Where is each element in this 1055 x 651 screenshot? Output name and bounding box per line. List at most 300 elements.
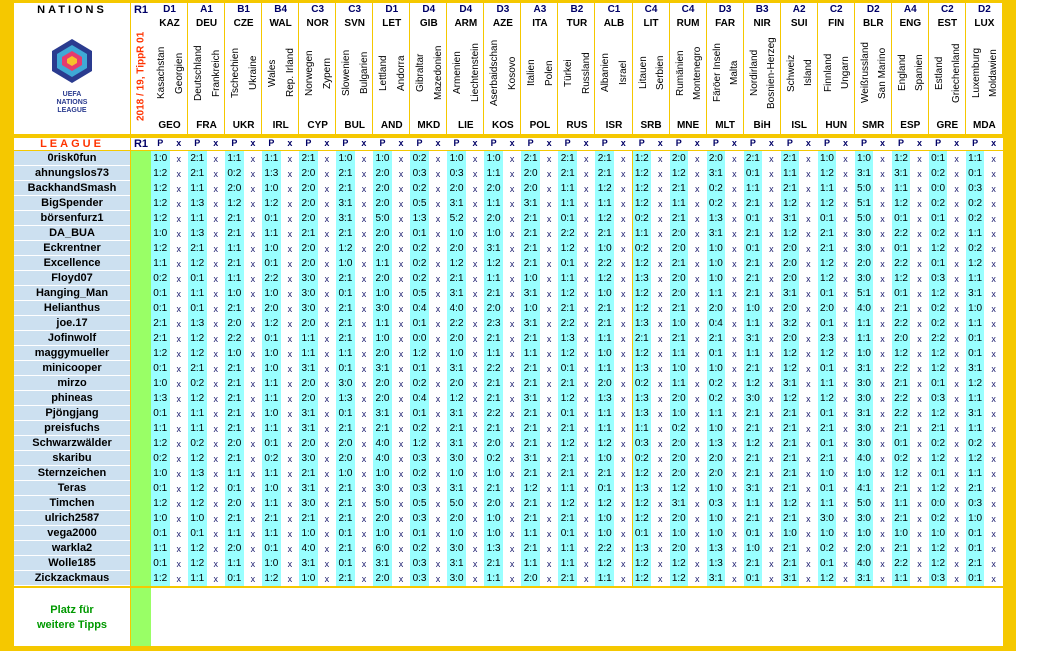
tip-score: 1:3 [634,363,649,374]
tip-score: 1:0 [597,528,612,539]
home-code: ITA [532,18,548,29]
tip-score: 0:1 [968,573,983,584]
tip-score: 5:2 [449,213,464,224]
tip-score: 1:2 [820,573,834,584]
group-label: C2 [829,4,843,15]
tip-x: x [620,379,626,389]
group-label: A2 [792,4,806,15]
tip-x: x [806,289,811,299]
tip-x: x [472,274,478,284]
tip-x: x [806,274,811,284]
tip-score: 2:1 [523,333,538,344]
tip-score: 0:2 [412,183,427,194]
tip-score: 0:2 [412,243,427,254]
tip-x: x [843,244,848,254]
tip-x: x [917,154,922,164]
group-label: C3 [348,4,362,15]
away-name: Liechtenstein [469,43,481,103]
tip-score: 2:1 [708,333,723,344]
tip-score: 1:1 [264,498,279,509]
tip-x: x [546,469,552,479]
tip-score: 0:2 [227,168,242,179]
tip-x: x [213,244,219,254]
tip-x: x [991,214,996,224]
tip-score: 1:1 [190,573,205,584]
home-code: ARM [454,18,478,29]
tip-x: x [954,469,959,479]
tip-score: 1:1 [264,423,279,434]
tip-x: x [176,229,181,239]
tip-x: x [324,544,330,554]
tip-score: 0:1 [820,363,834,374]
away-name: Mazedonien [432,45,444,101]
tip-score: 1:3 [708,213,723,224]
tip-x: x [435,499,441,509]
tip-score: 2:0 [449,378,464,389]
tip-score: 2:0 [301,213,316,224]
tip-x: x [472,574,478,584]
tip-x: x [769,469,774,479]
tip-score: 1:1 [560,483,575,494]
tip-score: 2:1 [486,333,501,344]
footer-line2: weitere Tipps [36,619,108,631]
tip-score: 0:1 [968,333,983,344]
away-code: MNE [676,120,700,131]
tip-x: x [361,454,367,464]
home-name: England [896,54,908,92]
group-label: B4 [274,4,288,15]
tip-score: 2:0 [671,153,686,164]
home-code: EST [937,18,958,29]
tip-score: 2:0 [375,168,390,179]
group-label: A4 [903,4,917,15]
tip-score: 1:0 [153,468,168,479]
player-name: Excellence [14,256,130,271]
tip-score: 2:1 [153,318,168,329]
tip-score: 1:1 [153,543,168,554]
tip-score: 2:1 [968,483,983,494]
p-label: P [490,138,497,148]
tip-score: 2:1 [782,483,797,494]
tip-score: 2:1 [560,378,575,389]
tip-x: x [398,199,404,209]
tip-x: x [546,514,552,524]
tip-score: 0:2 [968,243,983,254]
x-label: x [583,138,589,148]
home-name: Gibraltar [415,53,427,93]
tip-x: x [917,529,922,539]
tip-score: 2:1 [820,228,834,239]
tip-x: x [583,274,589,284]
tip-x: x [287,484,293,494]
tip-x: x [176,184,181,194]
x-label: x [435,138,441,148]
tip-x: x [620,454,626,464]
tip-score: 1:2 [449,258,464,269]
tip-x: x [213,334,219,344]
tip-x: x [398,349,404,359]
tip-x: x [361,259,367,269]
tip-score: 1:0 [708,258,723,269]
tip-x: x [472,289,478,299]
tip-x: x [324,409,330,419]
tip-score: 2:0 [708,153,723,164]
tip-x: x [583,199,589,209]
tip-score: 0:1 [153,363,168,374]
tip-x: x [287,379,293,389]
tip-score: 3:1 [708,573,723,584]
group-label: B1 [237,4,250,15]
tip-x: x [806,544,811,554]
tip-x: x [361,574,367,584]
away-code: MDA [973,120,996,131]
tip-score: 2:1 [227,258,242,269]
tip-score: 1:1 [264,228,279,239]
tip-x: x [435,274,441,284]
tip-score: 3:1 [968,408,983,419]
tip-x: x [806,349,811,359]
tip-x: x [546,439,552,449]
tip-score: 2:1 [820,453,834,464]
tip-x: x [176,454,181,464]
tip-x: x [435,154,441,164]
tip-x: x [435,409,441,419]
tip-x: x [917,379,922,389]
tip-score: 1:1 [301,348,316,359]
group-label: D1 [163,4,176,15]
tip-score: 3:1 [449,408,464,419]
tip-score: 3:0 [301,498,316,509]
tip-x: x [695,409,700,419]
tip-score: 2:1 [745,198,760,209]
tip-score: 2:1 [671,258,686,269]
tip-x: x [213,184,219,194]
tip-x: x [658,544,663,554]
tip-x: x [695,574,700,584]
tip-x: x [213,154,219,164]
tip-x: x [620,304,626,314]
tip-score: 3:1 [301,408,316,419]
tip-score: 2:1 [745,288,760,299]
tip-score: 3:1 [782,378,797,389]
tip-x: x [769,394,774,404]
tip-x: x [250,184,256,194]
tip-score: 2:0 [486,183,501,194]
tip-x: x [843,394,848,404]
p-label: P [157,138,164,148]
tip-x: x [176,334,181,344]
tip-x: x [991,154,996,164]
tip-x: x [732,529,737,539]
tip-x: x [398,214,404,224]
tip-x: x [324,169,330,179]
tip-score: 2:2 [931,333,946,344]
tip-score: 1:2 [153,183,168,194]
tip-x: x [695,529,700,539]
tip-score: 1:2 [782,198,797,209]
home-code: TUR [566,18,588,29]
tip-score: 1:2 [820,273,834,284]
tip-score: 1:1 [820,378,834,389]
tip-x: x [176,349,181,359]
tip-x: x [472,229,478,239]
tip-x: x [843,574,848,584]
x-label: x [842,138,848,148]
round-label-top: R1 [131,3,151,18]
tip-score: 1:2 [931,558,946,569]
tip-x: x [324,529,330,539]
tip-score: 0:2 [153,453,168,464]
tip-score: 2:2 [894,258,908,269]
tip-score: 1:2 [597,273,612,284]
tip-score: 2:0 [449,513,464,524]
tip-score: 0:5 [412,288,427,299]
home-code: LIT [643,18,659,29]
group-label: D3 [718,4,732,15]
tip-x: x [472,469,478,479]
tip-x: x [917,184,922,194]
tip-score: 2:1 [338,183,353,194]
tip-x: x [472,244,478,254]
tip-score: 2:0 [375,198,390,209]
tip-score: 2:1 [745,423,760,434]
tip-score: 4:0 [857,453,871,464]
tip-x: x [435,544,441,554]
tip-x: x [361,154,367,164]
tip-x: x [176,439,181,449]
home-name: Finnland [822,53,834,93]
tip-x: x [880,244,885,254]
tip-score: 1:1 [338,348,353,359]
away-name: Frankreich [210,49,222,97]
tip-score: 2:1 [338,168,353,179]
tip-score: 1:2 [782,393,797,404]
player-name: BackhandSmash [14,181,130,196]
tip-x: x [398,529,404,539]
tip-score: 1:0 [597,348,612,359]
tip-x: x [806,244,811,254]
tip-x: x [435,289,441,299]
tip-score: 1:1 [190,213,205,224]
away-name: Serbien [654,55,666,91]
tip-score: 1:2 [338,243,353,254]
tip-score: 2:1 [782,543,797,554]
tip-x: x [917,439,922,449]
tip-x: x [546,259,552,269]
tip-score: 2:1 [671,213,686,224]
tip-score: 3:1 [338,213,353,224]
home-code: RUM [676,18,700,29]
tip-score: 1:0 [264,288,279,299]
tip-x: x [213,304,219,314]
tip-score: 1:1 [745,183,760,194]
tip-score: 2:1 [338,513,353,524]
tip-x: x [361,229,367,239]
tip-score: 2:1 [338,333,353,344]
tip-x: x [769,484,774,494]
tip-score: 2:0 [301,318,316,329]
tip-x: x [954,364,959,374]
tip-x: x [954,409,959,419]
tip-score: 2:1 [745,273,760,284]
tip-score: 2:0 [375,513,390,524]
tip-score: 1:1 [894,498,908,509]
away-name: Kosovo [506,56,518,90]
tip-score: 3:2 [782,318,797,329]
tip-x: x [435,529,441,539]
tip-score: 3:1 [449,363,464,374]
tip-score: 1:0 [708,483,723,494]
group-label: B2 [570,4,584,15]
tip-score: 1:1 [968,423,983,434]
tip-x: x [658,514,663,524]
p-label: P [786,138,793,148]
group-label: A1 [200,4,213,15]
tip-x: x [880,364,885,374]
tip-score: 1:0 [597,288,612,299]
tip-score: 0:1 [153,528,168,539]
tip-x: x [250,214,256,224]
tip-x: x [620,184,626,194]
tip-score: 1:1 [597,198,612,209]
tip-x: x [176,379,181,389]
tip-score: 2:1 [523,258,538,269]
tip-score: 0:1 [227,483,242,494]
tip-x: x [435,484,441,494]
tip-score: 3:1 [301,558,316,569]
tip-x: x [287,154,293,164]
tip-score: 1:1 [708,408,723,419]
tip-score: 1:0 [708,273,723,284]
tip-x: x [583,169,589,179]
tip-x: x [843,364,848,374]
tip-x: x [509,244,515,254]
tip-score: 3:0 [857,438,871,449]
tip-x: x [917,244,922,254]
tip-score: 2:1 [264,513,279,524]
tip-x: x [769,274,774,284]
tip-x: x [695,244,700,254]
tip-x: x [769,184,774,194]
tip-x: x [546,169,552,179]
tip-score: 0:2 [634,213,649,224]
tip-score: 5:0 [375,498,390,509]
home-name: Italien [526,59,538,87]
tip-x: x [509,289,515,299]
x-label: x [917,138,923,148]
tip-x: x [361,184,367,194]
tip-score: 2:1 [523,498,538,509]
tip-x: x [509,394,515,404]
tip-score: 2:1 [486,288,501,299]
tip-score: 2:1 [894,378,908,389]
tip-x: x [213,409,219,419]
tip-score: 0:1 [264,258,279,269]
tip-score: 2:0 [227,318,242,329]
tip-score: 0:3 [412,168,427,179]
tip-score: 1:2 [931,348,946,359]
player-name: Eckrentner [14,241,130,256]
tip-x: x [769,409,774,419]
tip-score: 1:0 [264,408,279,419]
tip-x: x [620,409,626,419]
tip-score: 0:2 [931,318,946,329]
tip-x: x [991,364,996,374]
tip-x: x [509,154,515,164]
tip-x: x [732,574,737,584]
tip-x: x [583,364,589,374]
tip-score: 0:2 [412,153,427,164]
tip-score: 0:1 [634,528,649,539]
tip-x: x [398,274,404,284]
tip-x: x [324,484,330,494]
logo-text: UEFA NATIONS LEAGUE [56,91,88,114]
tip-x: x [361,559,367,569]
tip-score: 1:2 [597,498,612,509]
tip-x: x [843,514,848,524]
tip-score: 0:0 [931,183,946,194]
tip-x: x [435,169,441,179]
tip-x: x [991,259,996,269]
tip-score: 2:0 [375,393,390,404]
tip-x: x [917,394,922,404]
tip-x: x [732,349,737,359]
tip-x: x [658,484,663,494]
tip-x: x [695,379,700,389]
tip-x: x [806,439,811,449]
tip-score: 0:1 [894,288,908,299]
tip-x: x [250,379,256,389]
x-label: x [805,138,811,148]
tip-x: x [361,529,367,539]
tip-score: 2:1 [338,573,353,584]
tip-score: 1:1 [820,498,834,509]
tip-score: 2:1 [338,228,353,239]
tip-x: x [991,244,996,254]
tip-x: x [954,529,959,539]
tip-x: x [398,184,404,194]
tip-x: x [546,244,552,254]
tip-x: x [509,469,515,479]
tip-x: x [324,499,330,509]
p-label: P [527,138,534,148]
tip-score: 2:1 [894,423,908,434]
tip-score: 1:2 [264,318,279,329]
tip-score: 0:1 [894,243,908,254]
tip-score: 0:0 [931,498,946,509]
tip-score: 3:0 [857,423,871,434]
tip-x: x [287,244,293,254]
tip-score: 1:1 [375,318,390,329]
tip-score: 2:1 [671,183,686,194]
tip-x: x [917,229,922,239]
tip-x: x [176,259,181,269]
tip-score: 1:2 [968,378,983,389]
tip-score: 1:0 [708,513,723,524]
tip-x: x [620,289,626,299]
tip-x: x [509,364,515,374]
tip-x: x [324,469,330,479]
tip-x: x [695,184,700,194]
tip-score: 3:1 [375,558,390,569]
tip-x: x [176,244,181,254]
tip-x: x [324,289,330,299]
tip-x: x [583,304,589,314]
tip-score: 3:1 [523,453,538,464]
tip-x: x [583,439,589,449]
tip-x: x [398,259,404,269]
tip-score: 0:1 [931,468,946,479]
